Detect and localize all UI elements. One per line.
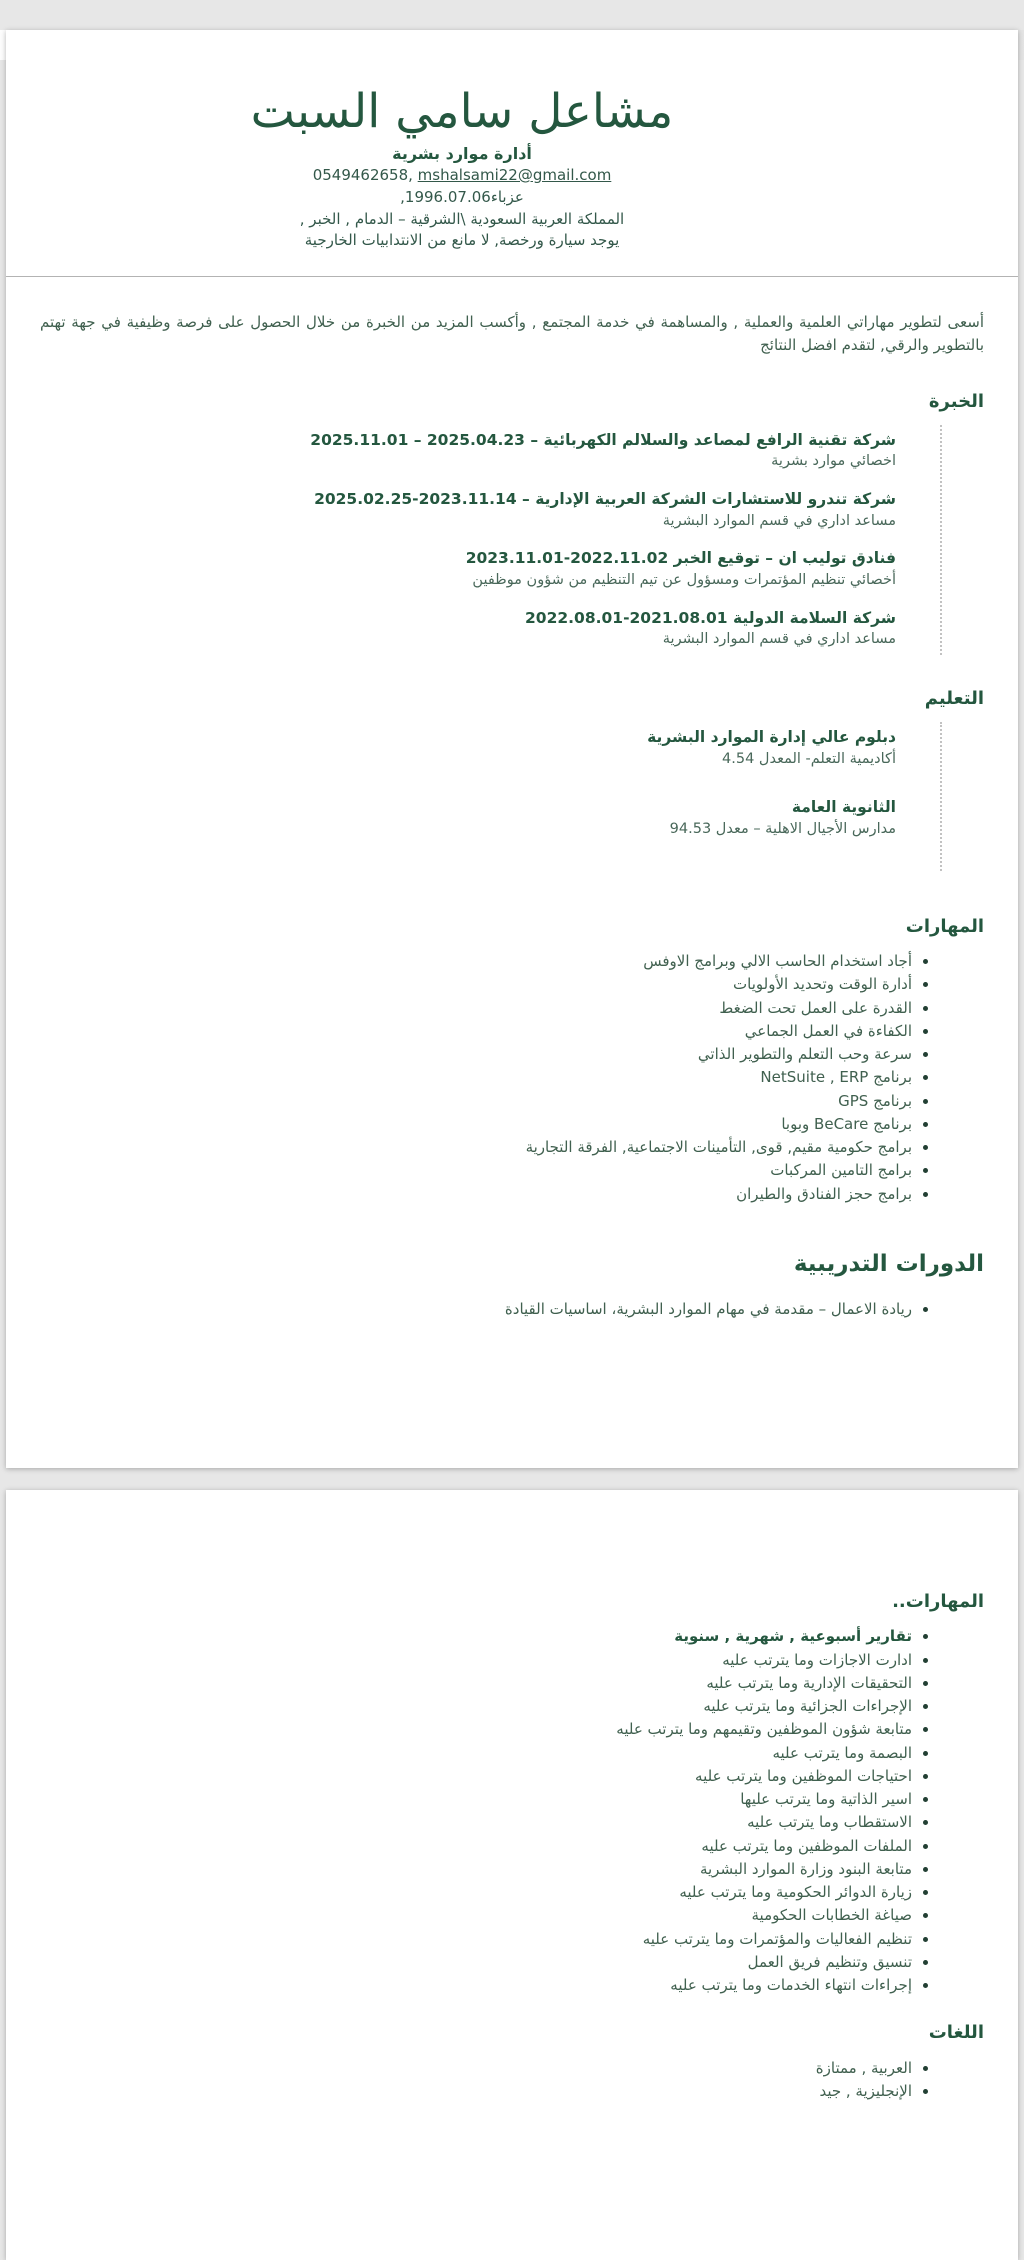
experience-dates: 2025.11.01 – 2025.04.23: [310, 430, 525, 449]
experience-role: مساعد اداري في قسم الموارد البشرية: [662, 631, 896, 648]
skill-item: • الملفات الموظفين وما يترتب عليه: [40, 1835, 912, 1858]
company-name: شركة تقنية الرافع لمصاعد والسلالم الكهربائية: [543, 430, 896, 449]
objective-paragraph: أسعى لتطوير مهاراتي العلمية والعملية , والمساهمة في خدمة المجتمع , وأكسب المزيد من الخبرة من خلال الحصول على فرصة وظيفية في جهة تهتم بالتطوير والرقي, لتقدم افضل النتائج: [40, 313, 984, 355]
language-item: • العربية , ممتازة: [40, 2057, 912, 2080]
skill-item: • برنامج NetSuite , ERP: [40, 1066, 912, 1089]
education-entry: [40, 726, 896, 770]
company-name: شركة السلامة الدولية: [732, 608, 896, 627]
language-item: • الإنجليزية , جيد: [40, 2080, 912, 2103]
course-item: • ريادة الاعمال – مقدمة في مهام الموارد البشرية، اساسيات القيادة: [40, 1298, 912, 1321]
skill-item: • اسير الذاتية وما يترتب عليها: [40, 1788, 912, 1811]
skill-item: • احتياجات الموظفين وما يترتب عليه: [40, 1765, 912, 1788]
skill-item: • صياغة الخطابات الحكومية: [40, 1904, 912, 1927]
degree-title: دبلوم عالي إدارة الموارد البشرية: [647, 728, 896, 747]
experience-entries: [40, 425, 942, 655]
skill-item: • برامج حجز الفنادق والطيران: [40, 1183, 912, 1206]
skill-item: • متابعة البنود وزارة الموارد البشرية: [40, 1858, 912, 1881]
page-1: [6, 30, 1018, 1468]
experience-entry: [40, 607, 896, 651]
experience-entry: [40, 429, 896, 473]
screenshot-root: [0, 30, 1024, 2245]
education-heading: التعليم: [924, 687, 984, 709]
skill-item: • برامج التامين المركبات: [40, 1159, 912, 1182]
company-name: فنادق توليب ان – توقيع الخبر: [673, 549, 896, 568]
skill-item: • الاستقطاب وما يترتب عليه: [40, 1811, 912, 1834]
experience-entry: [40, 547, 896, 591]
languages-list: [40, 2057, 984, 2104]
experience-role: اخصائي موارد بشرية: [771, 453, 896, 470]
skill-item: • الكفاءة في العمل الجماعي: [40, 1020, 912, 1043]
title-separator: –: [522, 490, 530, 509]
education-entry: [40, 796, 896, 840]
degree-title: الثانوية العامة: [791, 798, 896, 817]
experience-title: [40, 547, 896, 569]
title-separator: –: [530, 430, 539, 449]
skill-item: • برنامج GPS: [40, 1090, 912, 1113]
skill-item: • برنامج BeCare وبوبا: [40, 1113, 912, 1136]
education-entries: [40, 722, 942, 870]
email-link[interactable]: mshalsami22@gmail.com: [417, 166, 612, 185]
skill-item: • برامج حكومية مقيم, قوى, التأمينات الاجتماعية, الفرقة التجارية: [40, 1136, 912, 1159]
dob-line: [40, 187, 884, 209]
candidate-job-title: أدارة موارد بشرية: [392, 143, 532, 163]
courses-heading: الدورات التدريبية: [793, 1250, 984, 1277]
header-divider: [6, 276, 1018, 277]
courses-list: [40, 1298, 984, 1321]
address-line: المملكة العربية السعودية \الشرقية – الدمام , الخبر ,: [299, 209, 625, 228]
school-line: مدارس الأجيال الاهلية – معدل 94.53: [669, 820, 896, 837]
skill-item: • تنسيق وتنظيم فريق العمل: [40, 1951, 912, 1974]
skill-item: • ادارت الاجازات وما يترتب عليه: [40, 1649, 912, 1672]
skill-item: • أجاد استخدام الحاسب الالي وبرامج الاوفس: [40, 950, 912, 973]
experience-title: [40, 488, 896, 510]
dob-value: ,1996.07.06: [400, 187, 491, 206]
experience-entry: [40, 488, 896, 532]
skill-item: • زيارة الدوائر الحكومية وما يترتب عليه: [40, 1881, 912, 1904]
skill-item: • إجراءات انتهاء الخدمات وما يترتب عليه: [40, 1974, 912, 1997]
school-line: أكاديمية التعلم- المعدل 4.54: [722, 750, 896, 767]
experience-dates: 2023.11.01-2022.11.02: [465, 549, 669, 568]
contact-line: [40, 165, 884, 187]
experience-heading: الخبرة: [928, 390, 984, 412]
skill-item: • تقارير أسبوعية , شهرية , سنوية: [40, 1625, 912, 1648]
skill-item: • القدرة على العمل تحت الضغط: [40, 997, 912, 1020]
skill-item: • البصمة وما يترتب عليه: [40, 1742, 912, 1765]
marital-status: عزباء: [490, 187, 524, 206]
company-name: شركة تندرو للاستشارات الشركة العربية الإدارية: [535, 490, 896, 509]
experience-role: مساعد اداري في قسم الموارد البشرية: [662, 512, 896, 529]
experience-dates: 2022.08.01-2021.08.01: [525, 608, 728, 627]
skills2-list: [40, 1625, 984, 1997]
page-2: [6, 1490, 1018, 2260]
skills-heading: المهارات: [905, 915, 984, 937]
cv-header: [40, 30, 884, 252]
skills2-heading: المهارات..: [892, 1591, 984, 1612]
candidate-name: مشاعل سامي السبت: [250, 84, 674, 139]
phone-number: 0549462658,: [312, 166, 413, 185]
skill-item: • أدارة الوقت وتحديد الأولويات: [40, 973, 912, 996]
skill-item: • التحقيقات الإدارية وما يترتب عليه: [40, 1672, 912, 1695]
skills-list: [40, 950, 984, 1206]
experience-dates: 2025.02.25-2023.11.14: [314, 490, 517, 509]
skill-item: • متابعة شؤون الموظفين وتقيمهم وما يترتب عليه: [40, 1718, 912, 1741]
experience-title: [40, 429, 896, 451]
experience-role: أخصائي تنظيم المؤتمرات ومسؤول عن تيم التنظيم من شؤون موظفين: [472, 571, 896, 588]
experience-title: [40, 607, 896, 629]
languages-heading: اللغات: [928, 2022, 984, 2044]
skill-item: • تنظيم الفعاليات والمؤتمرات وما يترتب عليه: [40, 1928, 912, 1951]
skill-item: • سرعة وحب التعلم والتطوير الذاتي: [40, 1043, 912, 1066]
availability-note: يوجد سيارة ورخصة, لا مانع من الانتدابيات الخارجية: [304, 231, 620, 250]
skill-item: • الإجراءات الجزائية وما يترتب عليه: [40, 1695, 912, 1718]
